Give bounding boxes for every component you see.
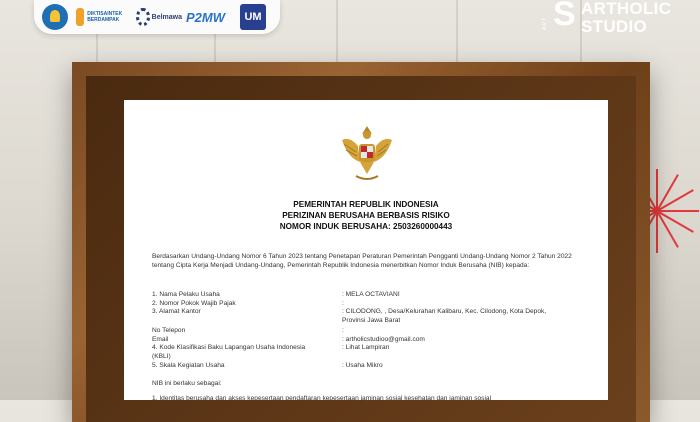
partner-logo-bar — [34, 0, 280, 34]
tut-wuri-handayani-logo — [42, 4, 72, 30]
nib-certificate-document: PEMERINTAH REPUBLIK INDONESIA PERIZINAN BERUSAHA BERBASIS RISIKO NOMOR INDUK BERUSAHA: 2503260000443 Berdasarkan Undang-Undang Nomor 6 Tahun 2023 tentang Penetapan Peraturan Pemerintah Pengganti Undang-Undang Nomor 2 Tahun 2022 tentang Cipta Kerja Menjadi Undang-Undang, Pemerintah Republik Indonesia menerbitkan Nomor Induk Berusaha (NIB) kepada: 1. Nama Pelaku Usaha : MELA OCTAVIANI 2. Nomor Pokok Wajib Pajak : 3. Alamat Kantor : CILODONG, , Desa/Kelurahan Kalibaru, Kec. Cilodong, Kota Depok, Provinsi Jawa Barat No Telepon : Email : artholicstudioo@gmail.com 4. Kode Klasifikasi Baku Lapangan Usaha Indonesia : Lihat Lampiran (KBLI) 5. Skala Kegiatan Usaha : Usaha Mikro NIB ini berlaku sebagai: 1. Identitas berusaha dan akses kepesertaan pendaftaran kepesertaan jaminan sosial kesehatan dan jaminan sosial — [124, 100, 608, 400]
studio-s-mark: S — [553, 0, 576, 33]
diktisaintek-logo: DIKTISAINTEK BERDAMPAK — [76, 4, 134, 30]
university-logo: UM — [240, 4, 274, 30]
document-header-government: PEMERINTAH REPUBLIK INDONESIA — [293, 200, 439, 209]
belmawa-logo: Belmawa — [136, 4, 182, 30]
document-closing-text: NIB ini berlaku sebagai: — [152, 380, 222, 387]
diktisaintek-mark-icon — [76, 8, 84, 26]
gear-icon — [136, 8, 150, 26]
p2mw-logo: P2MW — [186, 9, 225, 25]
studio-small-text: ART — [542, 17, 548, 30]
artholic-studio-brand — [542, 0, 700, 42]
garuda-pancasila-emblem — [334, 122, 400, 188]
document-intro-paragraph: Berdasarkan Undang-Undang Nomor 6 Tahun 2023 tentang Penetapan Peraturan Pemerintah Pengganti Undang-Undang Nomor 2 Tahun 2022 tentang Cipta Kerja Menjadi Undang-Undang, Pemerintah Republik Indonesia menerbitkan Nomor Induk Berusaha (NIB) kepada: — [152, 253, 572, 269]
document-header-nib-number: NOMOR INDUK BERUSAHA: 2503260000443 — [279, 222, 453, 231]
studio-name: ARTHOLIC STUDIO — [581, 0, 672, 36]
document-list-item: 1. Identitas berusaha dan akses kepesertaan pendaftaran kepesertaan jaminan sosial kesehatan dan jaminan sosial — [152, 395, 492, 402]
document-header-permit: PERIZINAN BERUSAHA BERBASIS RISIKO — [282, 211, 450, 220]
